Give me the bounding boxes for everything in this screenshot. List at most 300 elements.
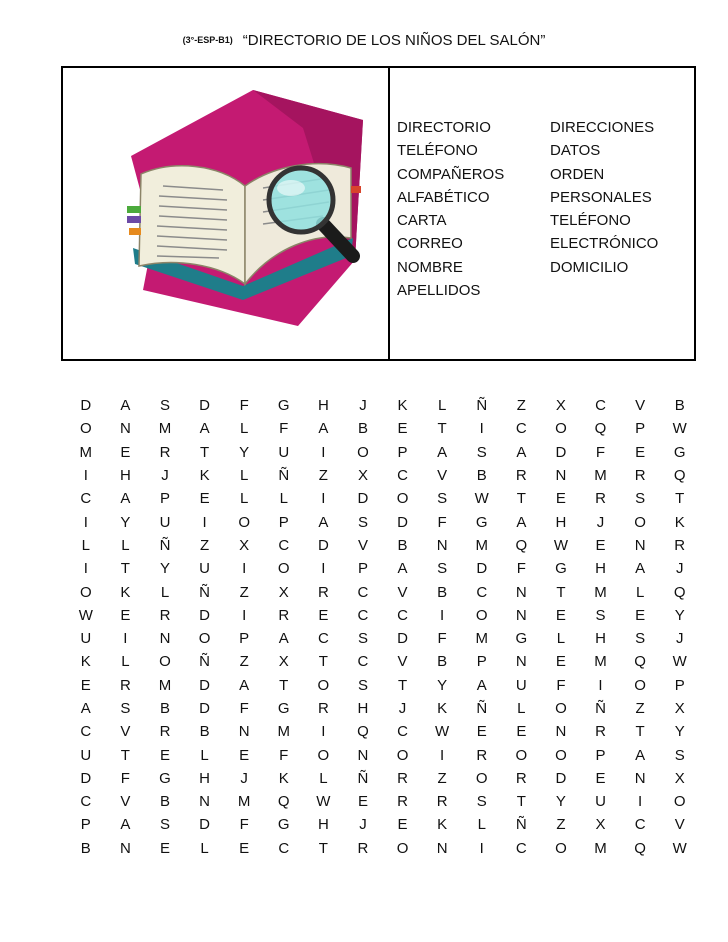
grid-letter: L <box>200 746 209 764</box>
grid-letter: Q <box>357 723 369 741</box>
index-tab-red <box>351 186 361 193</box>
grid-letter: V <box>635 397 646 415</box>
grid-letter: Ñ <box>515 816 527 834</box>
grid-letter: O <box>555 700 567 717</box>
grid-letter: T <box>516 490 526 508</box>
grid-letter: E <box>239 839 250 857</box>
grid-letter: J <box>398 700 407 717</box>
grid-letter: K <box>397 397 408 415</box>
grid-letter: O <box>396 839 409 857</box>
grid-letter: R <box>595 490 606 508</box>
grid-letter: S <box>674 746 685 764</box>
grid-letter: S <box>437 490 448 508</box>
grid-letter: Z <box>318 467 328 485</box>
grid-letter: G <box>277 397 290 415</box>
title-text: “DIRECTORIO DE LOS NIÑOS DEL SALÓN” <box>242 32 546 49</box>
grid-letter: D <box>397 513 408 531</box>
word-list-item: PERSONALES <box>550 188 652 206</box>
grid-letter: S <box>476 443 487 461</box>
grid-letter: I <box>202 513 207 531</box>
grid-letter: M <box>79 443 93 461</box>
grid-letter: L <box>517 700 526 717</box>
grid-row <box>66 487 700 510</box>
grid-letter: Q <box>634 839 646 857</box>
grid-letter: E <box>357 793 368 811</box>
grid-row <box>66 650 700 673</box>
grid-letter: H <box>317 397 329 415</box>
word-list-item: TELÉFONO <box>550 212 631 230</box>
grid-letter: R <box>278 606 290 624</box>
grid-letter: L <box>81 536 90 554</box>
index-tab-purple <box>127 216 141 223</box>
grid-letter: A <box>120 397 131 415</box>
grid-letter: X <box>239 536 250 554</box>
word-list-item: ORDEN <box>550 165 605 183</box>
grid-letter: R <box>317 700 329 717</box>
grid-letter: L <box>121 653 130 671</box>
grid-letter: J <box>675 630 684 648</box>
grid-letter: F <box>437 513 447 531</box>
word-list-row <box>397 186 658 209</box>
grid-letter: K <box>437 816 448 834</box>
grid-letter: V <box>357 536 368 554</box>
grid-letter: O <box>79 420 92 438</box>
grid-letter: J <box>675 560 684 578</box>
grid-letter: E <box>318 606 329 624</box>
grid-letter: A <box>516 513 527 531</box>
grid-letter: F <box>437 630 447 648</box>
grid-letter: T <box>635 723 645 741</box>
grid-letter: S <box>357 513 368 531</box>
grid-letter: I <box>321 443 326 461</box>
grid-letter: O <box>277 560 290 578</box>
grid-letter: O <box>396 746 409 764</box>
grid-letter: X <box>278 583 289 601</box>
grid-letter: P <box>159 490 170 508</box>
grid-letter: L <box>121 536 130 554</box>
grid-letter: N <box>119 420 131 438</box>
grid-letter: E <box>555 653 566 671</box>
grid-letter: S <box>476 793 487 811</box>
grid-letter: O <box>238 513 250 531</box>
grid-letter: Q <box>515 536 528 554</box>
grid-letter: T <box>675 490 685 508</box>
grid-letter: W <box>435 723 450 741</box>
grid-letter: M <box>475 630 488 648</box>
grid-letter: L <box>240 490 249 508</box>
grid-letter: U <box>515 676 527 694</box>
grid-letter: E <box>476 723 487 741</box>
grid-letter: E <box>239 746 250 764</box>
grid-letter: O <box>555 420 567 438</box>
grid-letter: L <box>279 490 288 508</box>
grid-letter: I <box>321 490 326 508</box>
grid-letter: C <box>595 397 606 415</box>
grid-letter: I <box>242 606 247 624</box>
grid-row <box>66 697 700 720</box>
grid-letter: R <box>476 746 488 764</box>
grid-letter: N <box>436 839 448 857</box>
grid-row <box>66 534 700 557</box>
grid-letter: N <box>515 583 527 601</box>
grid-letter: L <box>437 397 447 415</box>
grid-letter: G <box>515 630 528 648</box>
grid-letter: R <box>317 583 329 601</box>
activity-code: (3°-ESP-B1) <box>182 35 233 45</box>
grid-letter: N <box>357 746 369 764</box>
grid-letter: E <box>120 443 131 461</box>
grid-letter: J <box>359 816 367 834</box>
word-list-item: DIRECTORIO <box>397 119 491 136</box>
grid-letter: Q <box>634 653 646 671</box>
grid-letter: I <box>321 560 326 578</box>
grid-row <box>66 813 700 836</box>
grid-letter: D <box>317 536 329 554</box>
grid-letter: R <box>634 467 646 485</box>
grid-letter: R <box>159 723 171 741</box>
grid-letter: T <box>556 583 566 601</box>
grid-letter: I <box>83 560 88 578</box>
grid-letter: Y <box>674 723 685 741</box>
grid-letter: T <box>318 839 328 857</box>
grid-letter: X <box>278 653 289 671</box>
grid-letter: M <box>277 723 291 741</box>
grid-row <box>66 417 700 440</box>
grid-letter: Y <box>159 560 170 578</box>
grid-letter: P <box>595 746 606 764</box>
grid-letter: P <box>476 653 487 671</box>
grid-letter: O <box>555 839 567 857</box>
grid-letter: V <box>120 793 131 811</box>
grid-letter: L <box>160 583 170 601</box>
grid-letter: A <box>278 630 289 648</box>
word-list-item: DIRECCIONES <box>550 119 655 136</box>
grid-letter: H <box>555 513 567 531</box>
word-list <box>397 116 658 302</box>
grid-letter: D <box>476 560 488 578</box>
grid-letter: R <box>397 769 408 787</box>
lens-glare <box>277 180 305 196</box>
word-list-item: ALFABÉTICO <box>397 188 490 206</box>
grid-letter: W <box>672 653 687 671</box>
grid-letter: N <box>634 769 646 787</box>
grid-letter: A <box>80 700 91 717</box>
grid-letter: U <box>80 630 92 648</box>
grid-letter: Z <box>437 769 447 787</box>
grid-letter: A <box>318 420 329 438</box>
grid-letter: L <box>556 630 566 648</box>
grid-letter: J <box>359 397 367 415</box>
grid-letter: C <box>80 723 92 741</box>
grid-row <box>66 674 700 697</box>
grid-letter: R <box>159 606 171 624</box>
grid-letter: Z <box>199 536 210 554</box>
word-list-row <box>397 279 658 302</box>
grid-letter: C <box>357 606 369 624</box>
grid-letter: K <box>278 769 289 787</box>
index-tab-green <box>127 206 141 213</box>
grid-letter: O <box>634 513 646 531</box>
grid-row <box>66 837 700 860</box>
word-list-item: COMPAÑEROS <box>397 165 505 183</box>
grid-letter: N <box>555 467 567 485</box>
grid-letter: T <box>516 793 526 811</box>
grid-letter: G <box>555 560 567 578</box>
grid-letter: V <box>120 723 131 741</box>
book-magnifier-illustration <box>123 88 373 328</box>
grid-letter: D <box>199 816 210 834</box>
grid-letter: I <box>242 560 247 578</box>
grid-letter: F <box>279 420 289 438</box>
word-list-item: CARTA <box>397 212 447 230</box>
grid-letter: R <box>397 793 408 811</box>
grid-letter: Ñ <box>199 583 210 601</box>
grid-row <box>66 510 700 533</box>
grid-letter: D <box>199 700 210 717</box>
grid-letter: H <box>595 560 606 578</box>
grid-letter: D <box>199 606 210 624</box>
grid-letter: A <box>397 560 408 578</box>
grid-letter: O <box>79 583 92 601</box>
grid-letter: R <box>119 676 131 694</box>
grid-letter: O <box>357 443 369 461</box>
word-search-grid <box>66 394 700 860</box>
grid-letter: S <box>159 397 170 415</box>
grid-letter: L <box>635 583 645 601</box>
grid-letter: M <box>237 793 251 811</box>
grid-letter: P <box>635 420 646 438</box>
grid-letter: O <box>159 653 171 671</box>
grid-letter: E <box>159 746 170 764</box>
word-list-row <box>397 163 658 186</box>
grid-letter: A <box>120 490 131 508</box>
grid-letter: X <box>674 700 685 717</box>
grid-letter: C <box>634 816 646 834</box>
grid-letter: Ñ <box>159 536 171 554</box>
grid-letter: K <box>437 700 448 717</box>
grid-letter: C <box>357 653 369 671</box>
grid-letter: N <box>515 653 527 671</box>
grid-letter: O <box>673 793 686 811</box>
grid-letter: C <box>278 536 290 554</box>
grid-letter: A <box>516 443 527 461</box>
grid-letter: I <box>83 513 88 531</box>
grid-letter: I <box>638 793 643 811</box>
grid-letter: B <box>80 839 91 857</box>
grid-letter: B <box>199 723 210 741</box>
grid-letter: R <box>515 467 527 485</box>
grid-letter: F <box>239 397 249 415</box>
grid-letter: V <box>437 467 448 485</box>
grid-letter: O <box>634 676 646 694</box>
grid-letter: I <box>440 746 445 764</box>
grid-letter: H <box>595 630 606 648</box>
header-box <box>61 66 696 361</box>
grid-letter: R <box>159 443 171 461</box>
grid-letter: U <box>199 560 210 578</box>
grid-letter: U <box>159 513 171 531</box>
grid-letter: I <box>321 723 326 741</box>
grid-letter: S <box>357 676 368 694</box>
grid-letter: G <box>159 769 171 787</box>
grid-letter: H <box>119 467 131 485</box>
grid-letter: M <box>594 583 607 601</box>
grid-letter: J <box>161 467 169 485</box>
grid-letter: E <box>159 839 170 857</box>
grid-letter: M <box>594 653 607 671</box>
grid-letter: N <box>436 536 448 554</box>
grid-letter: Y <box>239 443 250 461</box>
grid-letter: E <box>595 536 606 554</box>
grid-row <box>66 394 700 417</box>
grid-letter: C <box>278 839 290 857</box>
word-list-row <box>397 232 658 255</box>
word-list-row <box>397 256 658 279</box>
grid-letter: F <box>516 560 526 578</box>
grid-letter: Ñ <box>199 653 210 671</box>
grid-letter: X <box>357 467 368 485</box>
grid-letter: Y <box>437 676 448 694</box>
grid-letter: T <box>318 653 328 671</box>
grid-letter: P <box>278 513 289 531</box>
grid-letter: Z <box>239 653 249 671</box>
word-list-row <box>397 116 658 139</box>
grid-letter: K <box>674 513 685 531</box>
word-list-item: NOMBRE <box>397 258 463 276</box>
grid-letter: U <box>595 793 606 811</box>
grid-letter: O <box>396 490 409 508</box>
grid-letter: E <box>595 769 606 787</box>
grid-letter: T <box>397 676 408 694</box>
grid-letter: L <box>319 769 328 787</box>
grid-row <box>66 767 700 790</box>
grid-letter: J <box>596 513 605 531</box>
grid-letter: M <box>158 420 172 438</box>
grid-letter: E <box>635 606 646 624</box>
grid-letter: T <box>120 560 130 578</box>
grid-letter: N <box>515 606 527 624</box>
grid-letter: V <box>397 653 408 671</box>
grid-letter: Z <box>239 583 249 601</box>
grid-letter: B <box>159 700 170 717</box>
grid-letter: S <box>595 606 606 624</box>
grid-letter: P <box>674 676 685 694</box>
grid-letter: O <box>475 606 488 624</box>
grid-letter: D <box>199 397 210 415</box>
grid-letter: E <box>516 723 527 741</box>
grid-letter: B <box>159 793 170 811</box>
grid-letter: Z <box>556 816 566 834</box>
grid-letter: K <box>80 653 91 671</box>
grid-letter: M <box>158 676 172 694</box>
grid-letter: S <box>635 630 646 648</box>
grid-letter: K <box>199 467 210 485</box>
grid-letter: E <box>199 490 210 508</box>
grid-letter: R <box>674 536 686 554</box>
grid-letter: W <box>316 793 331 811</box>
grid-row <box>66 720 700 743</box>
grid-letter: O <box>515 746 528 764</box>
page-title <box>0 32 728 50</box>
grid-letter: Ñ <box>357 769 369 787</box>
grid-letter: N <box>634 536 646 554</box>
grid-letter: O <box>317 676 330 694</box>
grid-letter: Ñ <box>595 700 606 717</box>
grid-letter: J <box>240 769 248 787</box>
grid-letter: A <box>199 420 210 438</box>
grid-row <box>66 790 700 813</box>
grid-row <box>66 441 700 464</box>
grid-letter: L <box>477 816 486 834</box>
grid-letter: O <box>555 746 567 764</box>
grid-letter: M <box>594 839 607 857</box>
grid-row <box>66 580 700 603</box>
grid-letter: U <box>80 746 92 764</box>
grid-letter: F <box>239 816 249 834</box>
grid-letter: O <box>475 769 488 787</box>
grid-letter: E <box>555 490 566 508</box>
grid-letter: T <box>120 746 130 764</box>
grid-letter: E <box>397 420 408 438</box>
grid-row <box>66 557 700 580</box>
grid-letter: S <box>635 490 646 508</box>
grid-letter: A <box>635 560 646 578</box>
grid-letter: M <box>475 536 488 554</box>
grid-letter: A <box>120 816 131 834</box>
grid-letter: Z <box>635 700 645 717</box>
grid-letter: Ñ <box>278 467 290 485</box>
word-list-item: ELECTRÓNICO <box>550 235 659 253</box>
grid-letter: C <box>80 490 92 508</box>
grid-letter: D <box>357 490 369 508</box>
grid-letter: F <box>595 443 606 461</box>
grid-letter: T <box>279 676 289 694</box>
grid-letter: A <box>239 676 250 694</box>
grid-letter: T <box>199 443 210 461</box>
grid-letter: B <box>674 397 685 415</box>
grid-letter: X <box>555 397 566 415</box>
grid-letter: K <box>120 583 131 601</box>
grid-letter: E <box>555 606 566 624</box>
grid-letter: B <box>476 467 487 485</box>
grid-letter: Q <box>594 420 607 438</box>
grid-letter: W <box>672 839 687 857</box>
grid-letter: U <box>278 443 290 461</box>
grid-letter: L <box>240 467 249 485</box>
grid-letter: H <box>199 769 210 787</box>
grid-letter: C <box>476 583 488 601</box>
grid-letter: E <box>120 606 131 624</box>
grid-letter: I <box>123 630 128 648</box>
grid-letter: G <box>475 513 488 531</box>
grid-letter: R <box>436 793 448 811</box>
grid-letter: H <box>357 700 369 717</box>
grid-letter: Y <box>674 606 685 624</box>
grid-letter: R <box>515 769 527 787</box>
grid-letter: D <box>397 630 408 648</box>
grid-letter: S <box>357 630 368 648</box>
grid-letter: N <box>119 839 131 857</box>
grid-letter: C <box>357 583 369 601</box>
grid-letter: S <box>120 700 131 717</box>
grid-letter: F <box>239 700 249 717</box>
grid-letter: A <box>476 676 487 694</box>
grid-letter: L <box>200 839 209 857</box>
grid-letter: D <box>80 769 92 787</box>
grid-letter: C <box>317 630 329 648</box>
grid-letter: S <box>437 560 448 578</box>
grid-letter: B <box>437 653 448 671</box>
